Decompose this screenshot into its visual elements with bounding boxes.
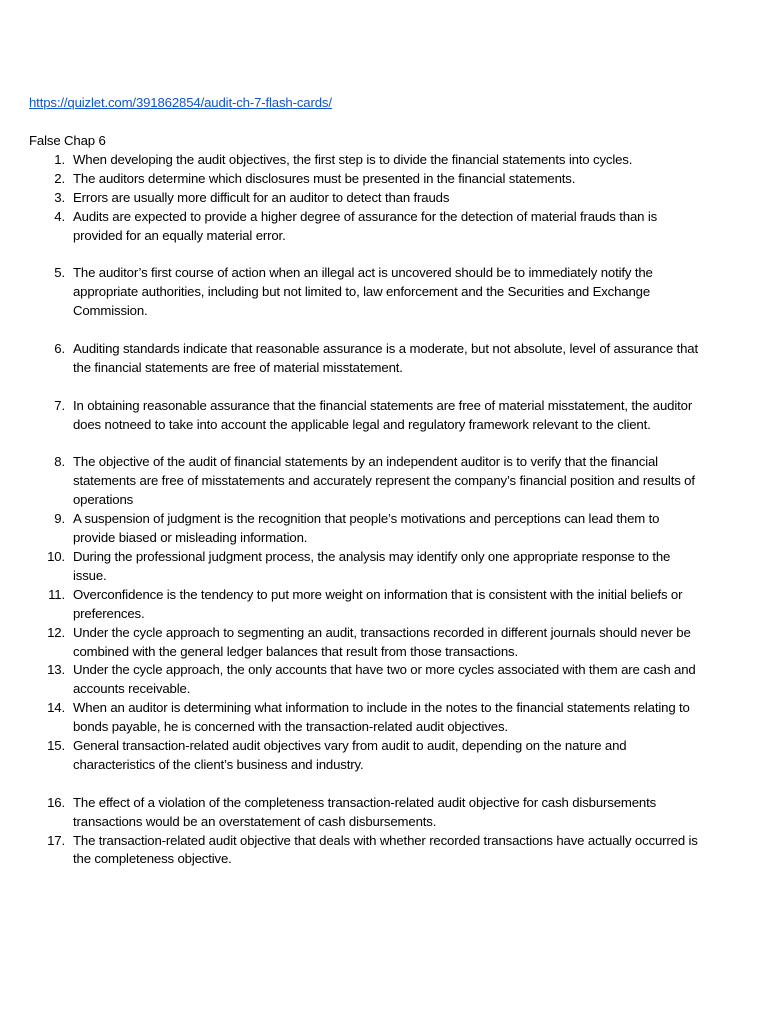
list-item-text: The objective of the audit of financial statements by an independent auditor is to verify that the financial statements are free of misstatements and accurately represent the company’s financial position and results of operations: [73, 454, 695, 508]
list-item-number: 9.: [54, 511, 65, 527]
list-item-text: A suspension of judgment is the recognition that people’s motivations and perceptions can lead them to provide biased or misleading information.: [73, 511, 660, 546]
list-item: [29, 794, 704, 832]
list-item-number: 11.: [48, 586, 65, 602]
list-item: [29, 453, 704, 510]
list-item: [29, 397, 704, 435]
list-item-text: General transaction-related audit objectives vary from audit to audit, depending on the nature and characteristics of the client’s business and industry.: [73, 738, 627, 772]
list-item: [29, 189, 704, 208]
list-item-text: The auditors determine which disclosures must be presented in the financial statements.: [73, 170, 576, 186]
list-item-text: The transaction-related audit objective that deals with whether recorded transactions have actually occurred is the completeness objective.: [73, 832, 698, 867]
list-item-number: 10.: [47, 548, 65, 564]
list-item-text: Auditing standards indicate that reasonable assurance is a moderate, but not absolute, level of assurance that the financial statements are free of material misstatement.: [73, 341, 698, 375]
list-item-text: In obtaining reasonable assurance that the financial statements are free of material misstatement, the auditor does notneed to take into account the applicable legal and regulatory framework relevant to the client.: [73, 397, 693, 432]
list-item-number: 16.: [47, 794, 65, 810]
list-item-number: 15.: [47, 738, 65, 754]
numbered-list: [29, 151, 704, 869]
list-item-number: 12.: [47, 624, 65, 640]
list-item-text: Audits are expected to provide a higher degree of assurance for the detection of material frauds than is provided for an equally material error.: [73, 208, 658, 243]
list-item-number: 7.: [54, 397, 65, 413]
list-item-text: The auditor’s first course of action when an illegal act is uncovered should be to immediately notify the appropriate authorities, including but not limited to, law enforcement and the Securities and Exchange Commission.: [73, 265, 653, 319]
list-item: [29, 170, 704, 189]
list-item-number: 2.: [54, 170, 65, 186]
list-item-text: Overconfidence is the tendency to put more weight on information that is consistent with the initial beliefs or preferences.: [73, 586, 683, 621]
list-item: [29, 586, 704, 624]
list-item: [29, 737, 704, 775]
list-item: [29, 624, 704, 662]
list-item: [29, 208, 704, 246]
list-item-text: When developing the audit objectives, the first step is to divide the financial statements into cycles.: [73, 152, 633, 167]
list-item: [29, 832, 704, 870]
list-item-number: 4.: [54, 208, 65, 224]
list-item-text: Errors are usually more difficult for an auditor to detect than frauds: [73, 189, 450, 205]
list-item-text: The effect of a violation of the completeness transaction-related audit objective for cash disbursements transactions would be an overstatement of cash disbursements.: [73, 794, 657, 829]
section-heading: False Chap 6: [29, 133, 106, 148]
list-item: [29, 510, 704, 548]
list-item: [29, 151, 704, 170]
list-item: [29, 264, 704, 321]
list-item-number: 3.: [54, 189, 65, 205]
list-item-number: 5.: [54, 265, 65, 281]
list-item-text: Under the cycle approach to segmenting an audit, transactions recorded in different journals should never be combined with the general ledger balances that result from those transactions.: [73, 624, 691, 659]
list-item-number: 17.: [47, 832, 65, 848]
list-item: [29, 661, 704, 699]
list-item: [29, 340, 704, 378]
list-item-number: 1.: [54, 152, 65, 167]
list-item-number: 8.: [54, 454, 65, 470]
list-item: [29, 699, 704, 737]
list-item-text: During the professional judgment process, the analysis may identify only one appropriate response to the issue.: [73, 548, 671, 583]
quizlet-link[interactable]: https://quizlet.com/391862854/audit-ch-7-flash-cards/: [29, 95, 332, 110]
list-item: [29, 548, 704, 586]
list-item-number: 13.: [47, 662, 65, 678]
list-item-number: 6.: [54, 341, 65, 357]
list-item-text: Under the cycle approach, the only accounts that have two or more cycles associated with them are cash and accounts receivable.: [73, 662, 696, 697]
list-item-number: 14.: [47, 700, 65, 716]
list-item-text: When an auditor is determining what information to include in the notes to the financial statements relating to bonds payable, he is concerned with the transaction-related audit objectives.: [73, 700, 690, 735]
